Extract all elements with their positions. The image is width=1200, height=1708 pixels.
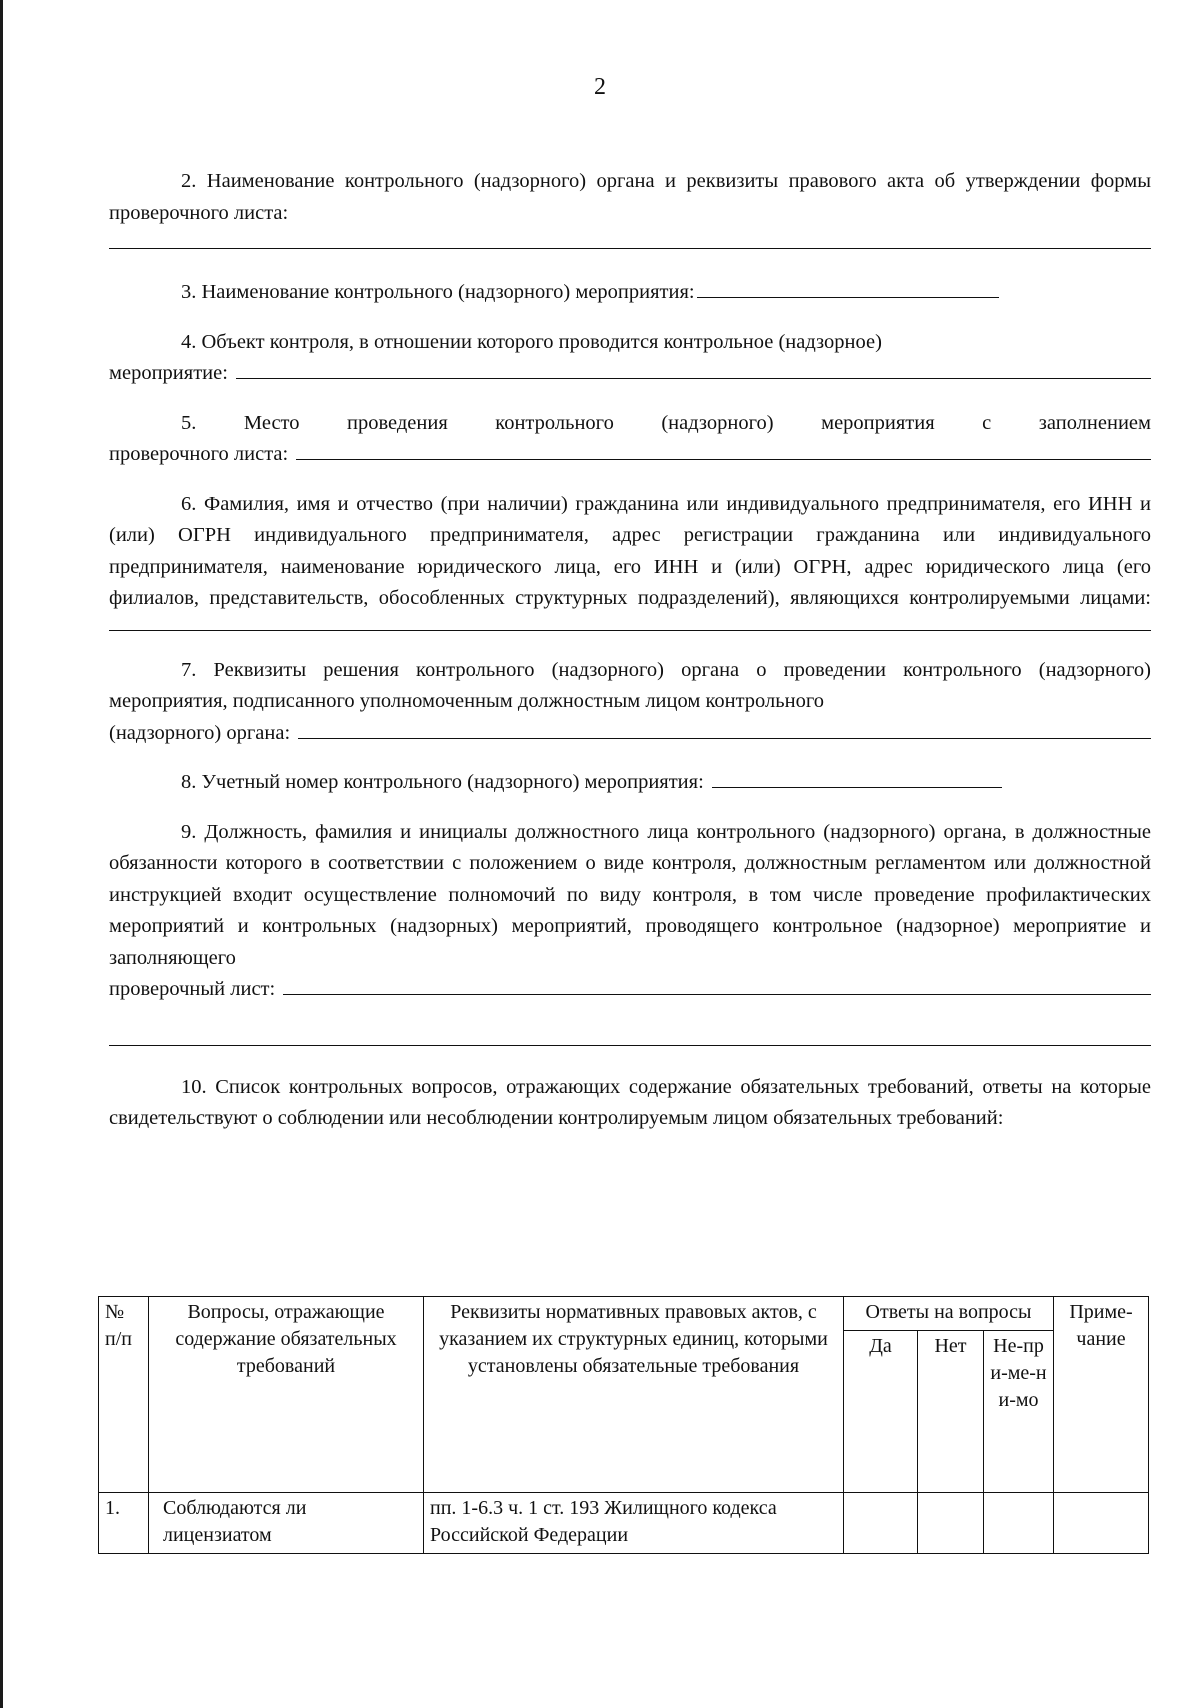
item-5-label: проверочного листа:: [109, 443, 289, 465]
header-note: Приме-чание: [1054, 1297, 1149, 1493]
item-9: [109, 974, 1151, 1006]
row-1-question: Соблюдаются ли лицензиатом: [149, 1493, 424, 1554]
item-3-fill-line[interactable]: [697, 277, 999, 298]
header-yes: Да: [844, 1331, 918, 1493]
item-9-label: проверочный лист:: [109, 978, 276, 1000]
row-1-num: 1.: [99, 1493, 149, 1554]
item-4-line1: 4. Объект контроля, в отношении которого проводится контрольное (надзорное): [181, 330, 882, 353]
page-number: 2: [594, 74, 606, 100]
item-8-text: 8. Учетный номер контрольного (надзорного) мероприятия:: [181, 771, 704, 793]
item-2: 2. Наименование контрольного (надзорного) органа и реквизиты правового акта об утверждении формы проверочного листа:: [109, 170, 1151, 224]
header-answers: Ответы на вопросы: [844, 1297, 1054, 1331]
item-8-fill-line[interactable]: [712, 767, 1002, 788]
item-9-lines: 9. Должность, фамилия и инициалы должностного лица контрольного (надзорного) органа, в должностные обязанности которого в соответствии с положением о виде контроля, должностным регламентом или должностной инструкцией входит осуществление полномочий по виду контроля, в том числе проведение профилактических мероприятий и контрольных (надзорных) мероприятий, проводящего контрольное (надзорное) мероприятие и заполняющего: [109, 820, 1151, 969]
row-1-no[interactable]: [918, 1493, 984, 1554]
item-6: 6. Фамилия, имя и отчество (при наличии) гражданина или индивидуального предпринимателя, его ИНН и (или) ОГРН индивидуального предпринимателя, адрес регистрации гражданина или индивидуального предпринимателя, наименование юридического лица, его ИНН и (или) ОГРН, адрес юридического лица (его филиалов, представительств, обособленных структурных подразделений), являющихся контролируемыми лицами:: [109, 492, 1151, 609]
item-9-fill-line[interactable]: [283, 974, 1151, 995]
scan-edge: [0, 0, 3, 1708]
row-1-requisites: пп. 1-6.3 ч. 1 ст. 193 Жилищного кодекса Российской Федерации: [424, 1493, 844, 1554]
item-5-fill-line[interactable]: [296, 439, 1151, 460]
checklist-table: [98, 1296, 1149, 1554]
item-3-text: 3. Наименование контрольного (надзорного) мероприятия:: [181, 281, 695, 303]
item-7-fill-line[interactable]: [298, 718, 1151, 739]
item-7-lines: 7. Реквизиты решения контрольного (надзорного) органа о проведении контрольного (надзорного) мероприятия, подписанного уполномоченным должностным лицом контрольного: [109, 658, 1151, 712]
item-4-label: мероприятие:: [109, 362, 228, 384]
header-questions: Вопросы, отражающие содержание обязательных требований: [149, 1297, 424, 1493]
row-1-yes[interactable]: [844, 1493, 918, 1554]
row-1-note[interactable]: [1054, 1493, 1149, 1554]
header-no: Нет: [918, 1331, 984, 1493]
item-7-label: (надзорного) органа:: [109, 721, 291, 744]
item-5-line1: 5. Место проведения контрольного (надзорного) мероприятия с заполнением: [181, 411, 1151, 434]
header-requisites: Реквизиты нормативных правовых актов, с указанием их структурных единиц, которыми установлены обязательные требования: [424, 1297, 844, 1493]
item-7: [109, 718, 1151, 750]
item-4-fill-line[interactable]: [236, 358, 1151, 379]
item-3: [109, 277, 1151, 309]
header-num: № п/п: [99, 1297, 149, 1493]
document-body: [109, 166, 1151, 1135]
item-10: 10. Список контрольных вопросов, отражающих содержание обязательных требований, ответы на которые свидетельствуют о соблюдении или несоблюдении контролируемым лицом обязательных требований:: [109, 1075, 1151, 1129]
header-not-applicable: Не-при-ме-ни-мо: [984, 1331, 1054, 1493]
item-8: [109, 767, 1151, 799]
item-4: [109, 358, 1151, 390]
checklist-table-wrap: [98, 1296, 1149, 1554]
row-1-not-applicable[interactable]: [984, 1493, 1054, 1554]
item-5: [109, 439, 1151, 471]
